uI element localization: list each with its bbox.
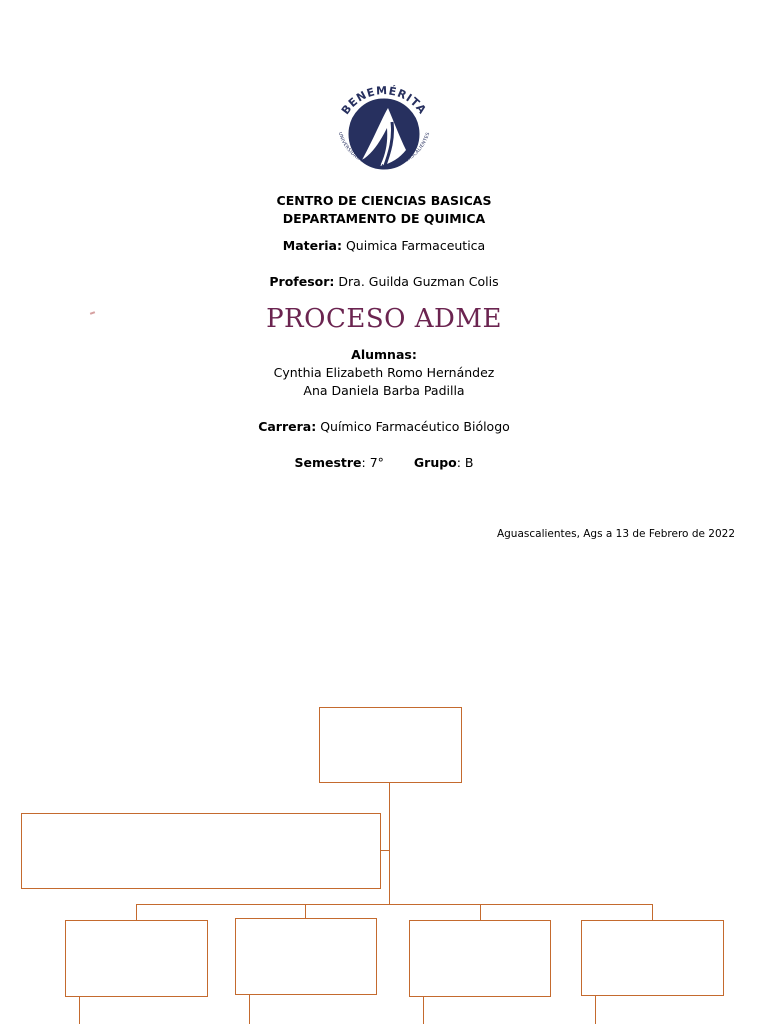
profesor-label: Profesor: (269, 274, 335, 289)
diagram-connector-horizontal (136, 904, 653, 905)
semestre-grupo-row (0, 455, 768, 471)
document-date: Aguascalientes, Ags a 13 de Febrero de 2022 (496, 528, 735, 540)
diagram-connector-vertical (389, 783, 390, 904)
header-line-1: CENTRO DE CIENCIAS BASICAS (276, 193, 492, 208)
diagram-box-wide (21, 813, 381, 889)
diagram-line-down-1 (79, 997, 80, 1024)
alumna-name-2: Ana Daniela Barba Padilla (303, 383, 465, 398)
logo-top-text: BENEMÉRITA (338, 84, 430, 117)
materia-row (0, 238, 768, 254)
diagram-box-top (319, 707, 462, 783)
diagram-box-child-1 (65, 920, 208, 997)
grupo-label: Grupo (413, 455, 457, 470)
university-seal-icon (324, 78, 444, 188)
diagram-box-child-3 (409, 920, 551, 997)
semestre-label: Semestre (294, 455, 362, 470)
logo-ring-text: UNIVERSIDAD AUTÓNOMA DE AGUASCALIENTES (336, 131, 432, 170)
materia-value: Quimica Farmaceutica (345, 238, 486, 253)
alumna-name-1: Cynthia Elizabeth Romo Hernández (273, 365, 495, 380)
diagram-line-down-3 (423, 997, 424, 1024)
diagram-box-child-4 (581, 920, 724, 996)
materia-label: Materia: (282, 238, 342, 253)
profesor-value: Dra. Guilda Guzman Colis (338, 274, 499, 289)
diagram-line-down-4 (595, 996, 596, 1024)
grupo-value: : B (456, 455, 474, 470)
diagram-connector-to-wide (380, 850, 390, 851)
header-line-2: DEPARTAMENTO DE QUIMICA (282, 211, 486, 226)
carrera-row (0, 419, 768, 435)
carrera-label: Carrera: (258, 419, 317, 434)
semestre-value: : 7° (361, 455, 384, 470)
alumnas-label: Alumnas: (351, 347, 417, 362)
diagram-drop-4 (652, 904, 653, 920)
diagram-drop-1 (136, 904, 137, 920)
diagram-drop-3 (480, 904, 481, 920)
profesor-row (0, 274, 768, 290)
diagram-line-down-2 (249, 995, 250, 1024)
diagram-box-child-2 (235, 918, 377, 995)
carrera-value: Químico Farmacéutico Biólogo (320, 419, 510, 434)
document-title: PROCESO ADME (266, 304, 502, 334)
diagram-drop-2 (305, 904, 306, 919)
university-logo (324, 78, 444, 188)
